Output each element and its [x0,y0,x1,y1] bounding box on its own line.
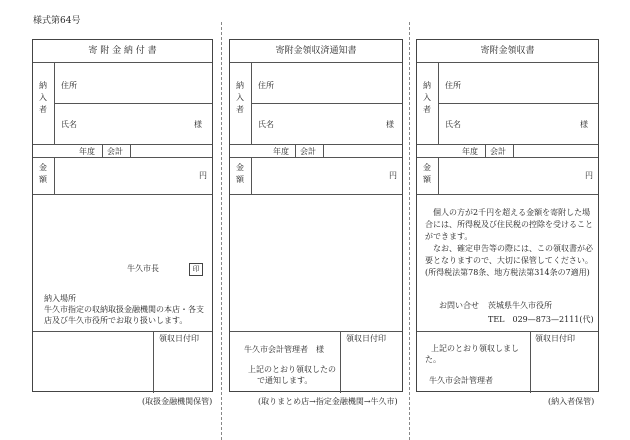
account-label: 会計 [107,147,123,156]
honorific: 様 [580,120,588,129]
payment-slip [32,39,213,392]
receipt-notice-slip [229,39,403,392]
notice-line2: で通知します。 [257,376,313,385]
account-label: 会計 [490,147,506,156]
slip2-footer: (取りまとめ店→指定金融機関→牛久市) [258,397,398,406]
receipt-slip [416,39,599,392]
fiscal-year-label: 年度 [273,147,289,156]
info-line4: なお、確定申告等の際には、この領収書が必 [425,244,593,253]
info-line6: (所得税法第78条、地方税法第314条の7適用) [425,268,590,277]
slip-title: 寄附金領収書 [480,46,535,56]
payer-label: 納入者 [236,81,244,114]
receipt-stamp-label: 領収日付印 [535,334,575,343]
payer-label: 納入者 [423,81,431,114]
fiscal-year-label: 年度 [462,147,478,156]
payment-place-line1: 牛久市指定の収納取扱金融機関の本店・各支 [44,305,204,314]
fiscal-year-label: 年度 [79,147,95,156]
info-line1: 個人の方が2千円を超える金額を寄附した場 [425,208,591,217]
mayor-name: 牛久市長 [127,264,159,273]
amount-label: 金額 [236,163,244,184]
address-label: 住所 [445,81,461,90]
received-line2: た。 [425,355,441,364]
amount-label: 金額 [423,163,431,184]
seal-mark: 印 [189,263,203,276]
amount-label: 金額 [39,163,47,184]
received-line1: 上記のとおり領収しまし [431,344,519,353]
address-label: 住所 [258,81,274,90]
contact-office: 茨城県牛久市役所 [488,301,552,310]
account-label: 会計 [300,147,316,156]
slip-title: 寄附金領収済通知書 [275,46,357,56]
honorific: 様 [386,120,394,129]
form-number: 様式第64号 [33,16,81,26]
yen-unit: 円 [389,171,397,180]
info-line2: 合には、所得税及び住民税の控除を受けること [425,220,593,229]
receipt-stamp-label: 領収日付印 [159,334,199,343]
notice-recipient: 牛久市会計管理者 様 [244,345,324,354]
info-line3: ができます。 [425,232,473,241]
notice-line1: 上記のとおり領収したの [248,365,336,374]
contact-tel: TEL 029—873—2111(代) [488,315,594,324]
slip1-footer: (取扱金融機関保管) [142,397,213,406]
contact-label: お問い合せ [439,301,479,310]
info-line5: 要となりますので、大切に保管してください。 [425,256,593,265]
slip3-footer: (納入者保管) [548,397,595,406]
yen-unit: 円 [199,171,207,180]
payment-place-heading: 納入場所 [44,294,76,303]
name-label: 氏名 [258,120,274,129]
yen-unit: 円 [585,171,593,180]
name-label: 氏名 [61,120,77,129]
cut-line-2 [409,22,410,440]
treasurer-name: 牛久市会計管理者 [429,376,493,385]
payment-place-line2: 店及び牛久市役所でお取り扱いします。 [44,316,188,325]
cut-line-1 [221,22,222,440]
address-label: 住所 [61,81,77,90]
slip-title: 寄 附 金 納 付 書 [88,46,157,56]
payer-label: 納入者 [39,81,47,114]
receipt-stamp-label: 領収日付印 [346,334,386,343]
honorific: 様 [194,120,202,129]
name-label: 氏名 [445,120,461,129]
